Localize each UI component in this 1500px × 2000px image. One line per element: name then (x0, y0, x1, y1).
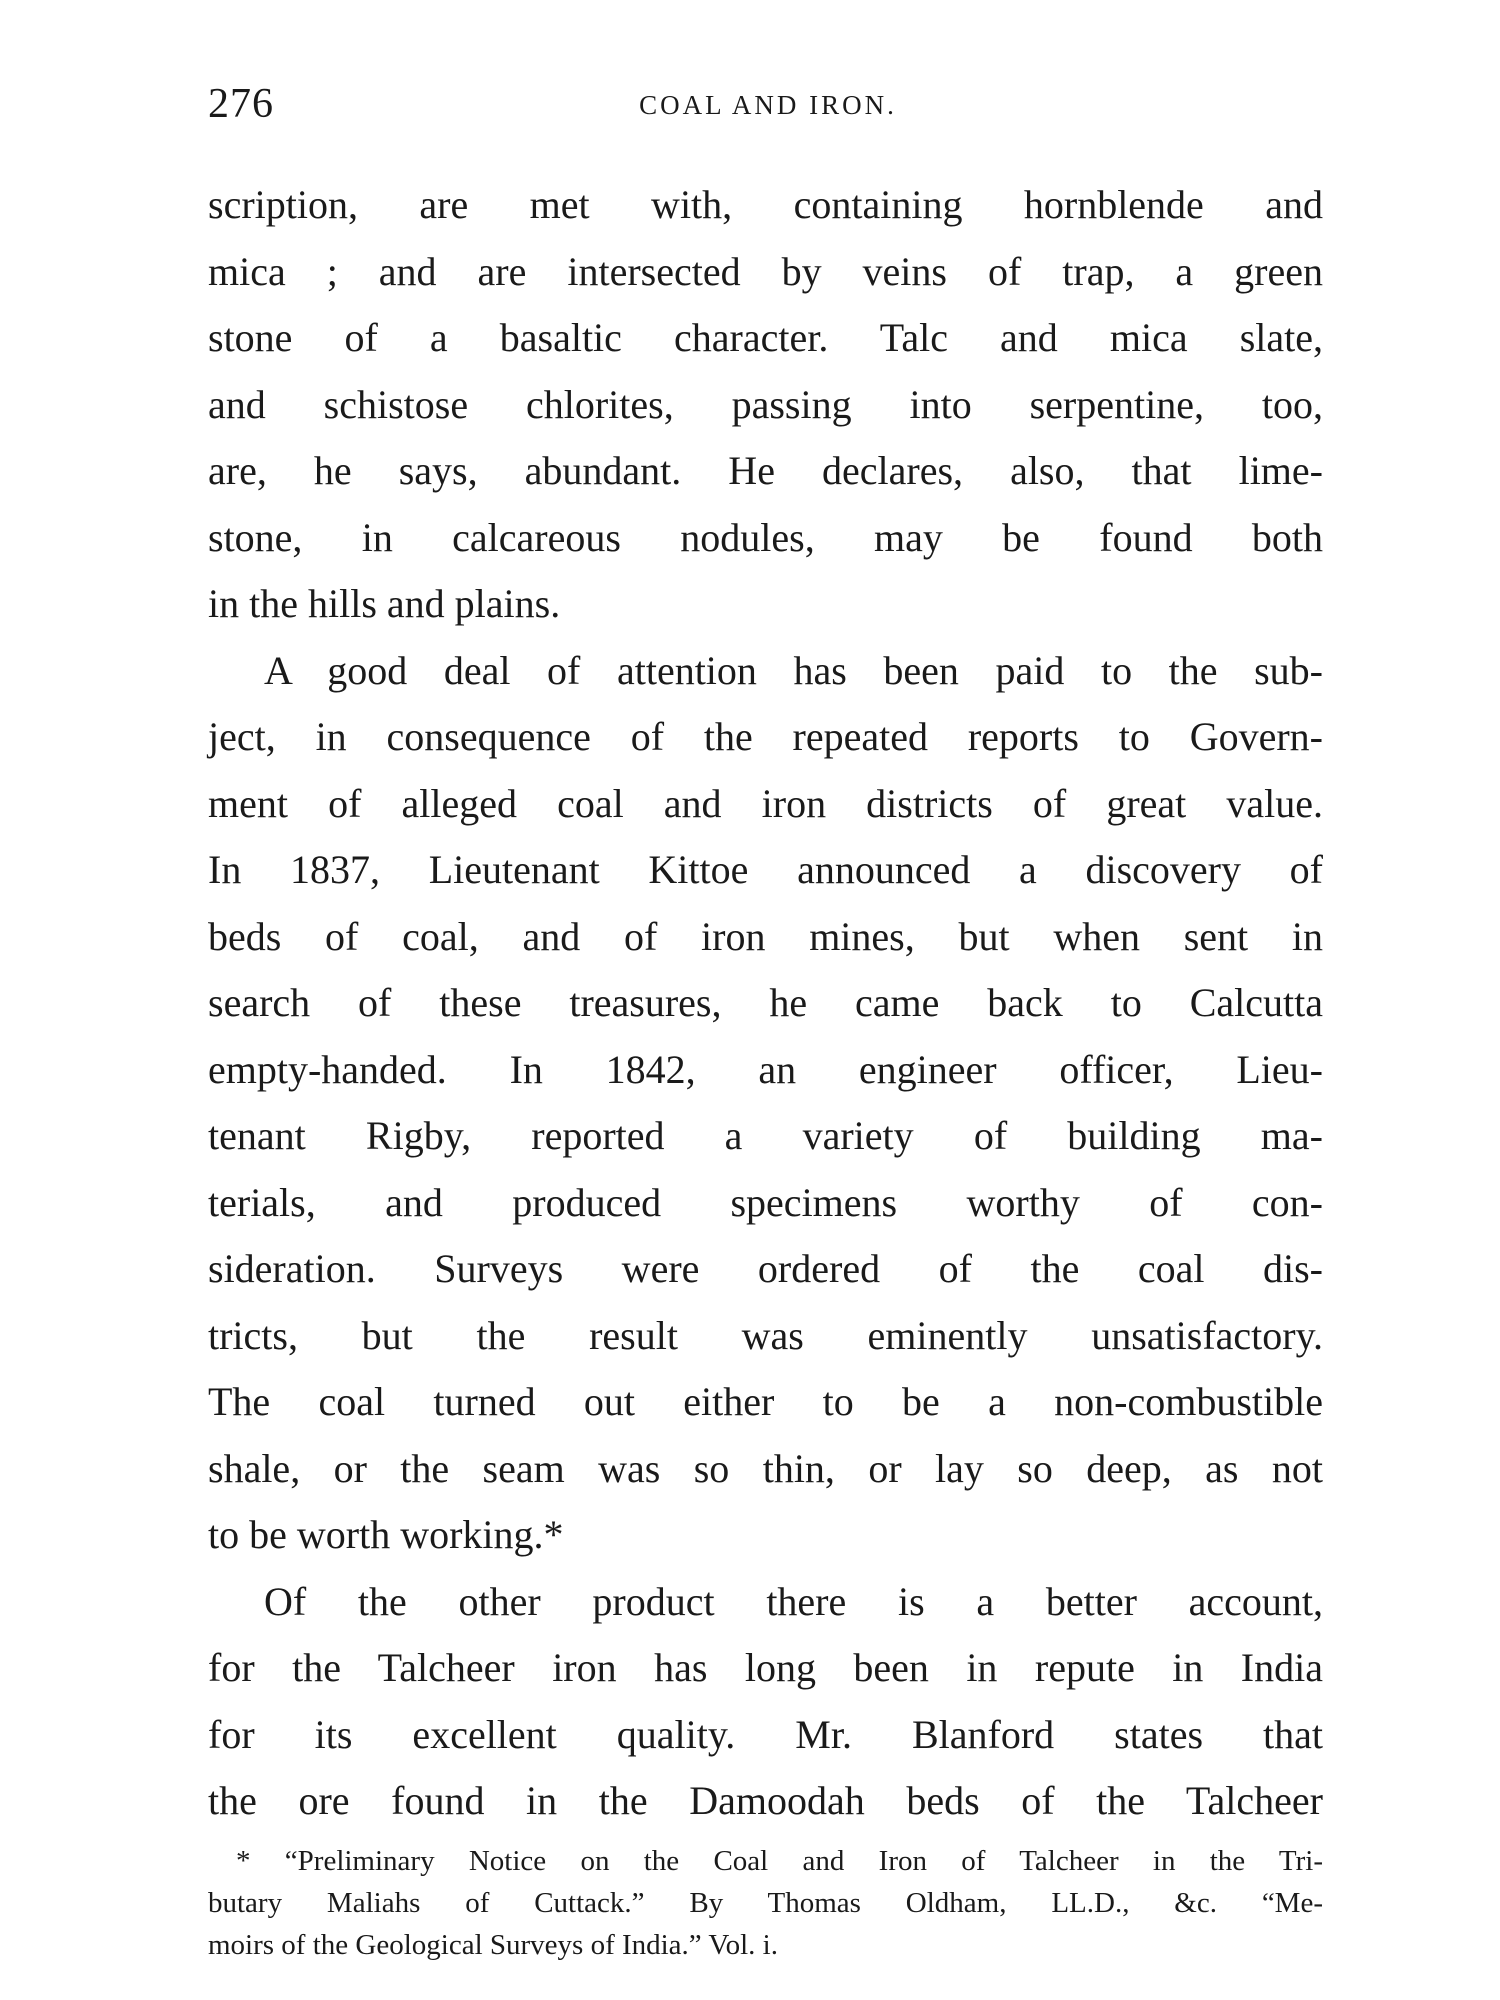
body-text (208, 172, 1323, 1835)
text-line: sideration. Surveys were ordered of the coal dis- (208, 1246, 1323, 1291)
text-line: The coal turned out either to be a non-combustible (208, 1379, 1323, 1424)
text-line: stone, in calcareous nodules, may be found both (208, 514, 1323, 560)
text-line: shale, or the seam was so thin, or lay so deep, as not (208, 1445, 1323, 1491)
text-line: ject, in consequence of the repeated reports to Govern- (208, 714, 1323, 759)
text-line: tenant Rigby, reported a variety of building ma- (208, 1113, 1323, 1158)
running-head (208, 80, 1328, 130)
footnote-line: butary Maliahs of Cuttack.” By Thomas Oldham, LL.D., &c. “Me- (208, 1887, 1323, 1919)
text-line: terials, and produced specimens worthy of con- (208, 1179, 1323, 1225)
text-line: In 1837, Lieutenant Kittoe announced a discovery of (208, 847, 1323, 892)
text-line: Of the other product there is a better account, (264, 1578, 1323, 1624)
text-line: tricts, but the result was eminently unsatisfactory. (208, 1312, 1323, 1358)
text-line: mica ; and are intersected by veins of trap, a green (208, 248, 1323, 294)
text-line: ment of alleged coal and iron districts of great value. (208, 780, 1323, 826)
running-title: COAL AND IRON. (639, 90, 897, 120)
text-line: beds of coal, and of iron mines, but when sent in (208, 913, 1323, 959)
text-line: search of these treasures, he came back to Calcutta (208, 980, 1323, 1025)
text-line: empty-handed. In 1842, an engineer officer, Lieu- (208, 1046, 1323, 1092)
text-line: to be worth working.* (208, 1512, 564, 1557)
text-line: for its excellent quality. Mr. Blanford states that (208, 1711, 1323, 1757)
text-line: for the Talcheer iron has long been in repute in India (208, 1645, 1323, 1690)
text-line: the ore found in the Damoodah beds of the Talcheer (208, 1778, 1323, 1823)
text-line: A good deal of attention has been paid to the sub- (264, 647, 1323, 693)
text-line: scription, are met with, containing hornblende and (208, 182, 1323, 227)
text-line: are, he says, abundant. He declares, also, that lime- (208, 448, 1323, 493)
footnote-line: * “Preliminary Notice on the Coal and Iron of Talcheer in the Tri- (236, 1845, 1323, 1877)
text-line: in the hills and plains. (208, 581, 561, 626)
footnote-line: moirs of the Geological Surveys of India.” Vol. i. (208, 1929, 778, 1961)
text-line: and schistose chlorites, passing into serpentine, too, (208, 381, 1323, 427)
text-line: stone of a basaltic character. Talc and mica slate, (208, 315, 1323, 360)
page-number: 276 (208, 81, 274, 127)
footnote (208, 1840, 1323, 1966)
